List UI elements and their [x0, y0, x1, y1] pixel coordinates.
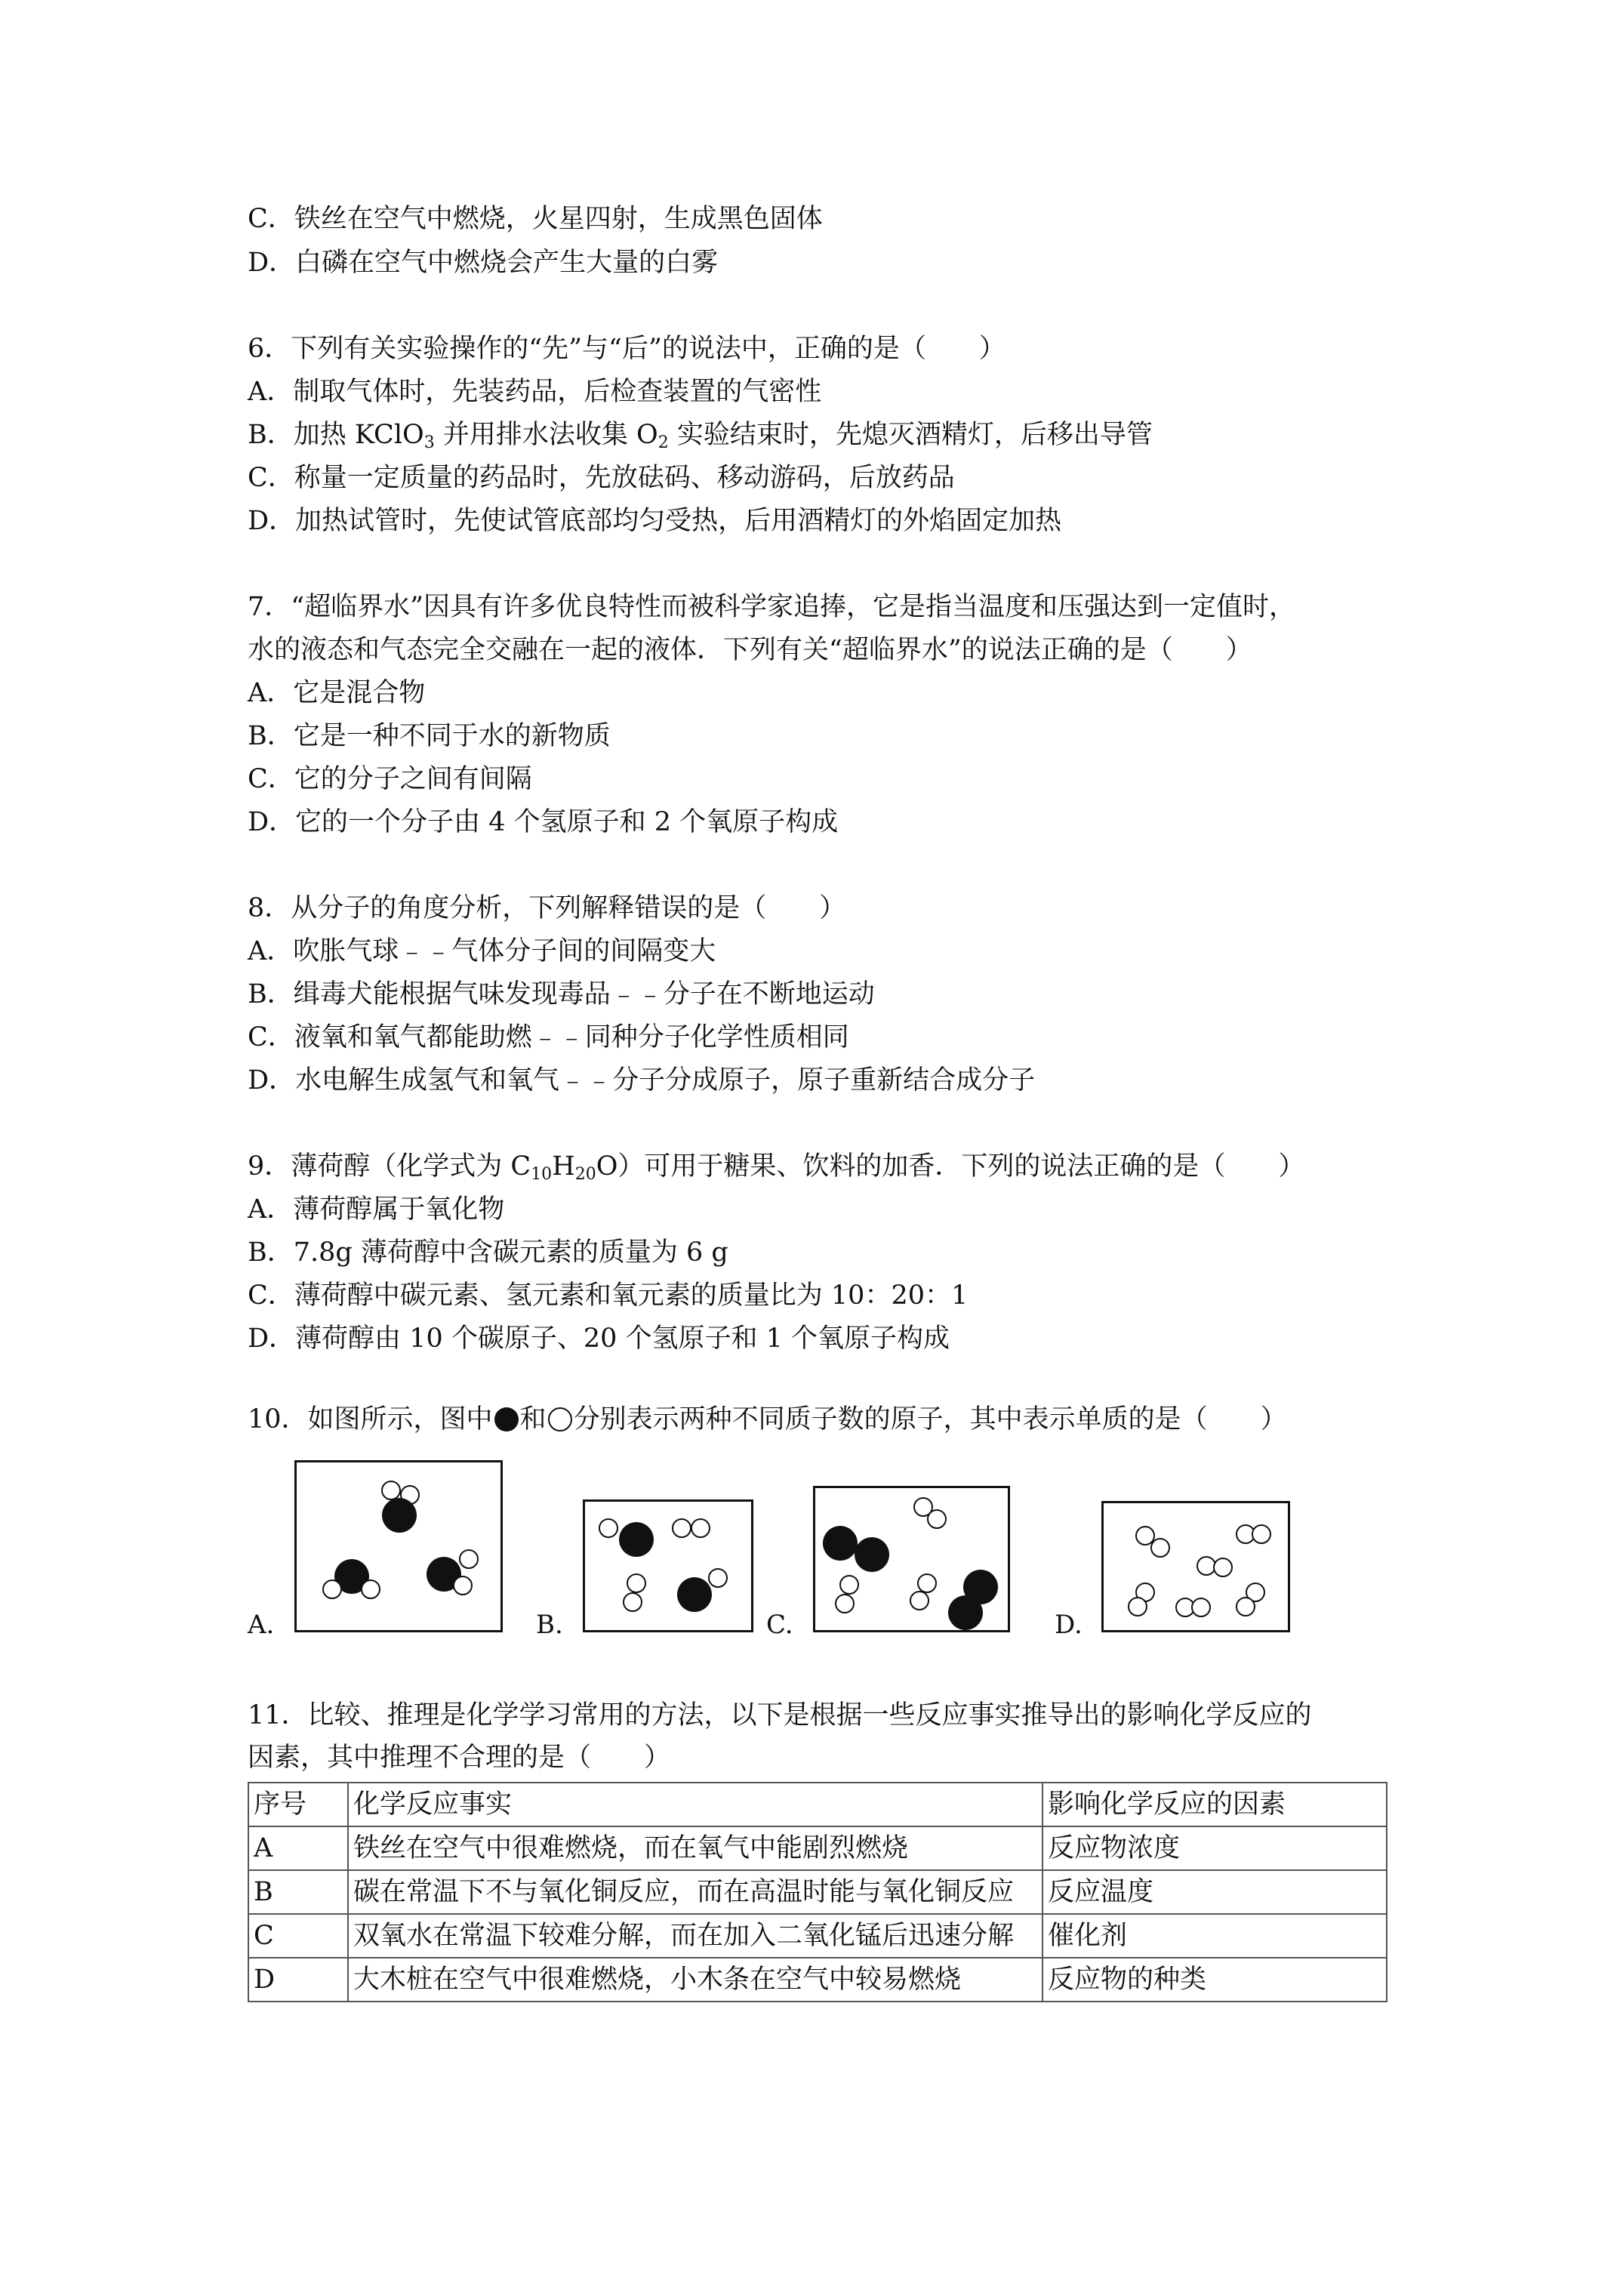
q11-stem-line1: 11．比较、推理是化学学习常用的方法，以下是根据一些反应事实推导出的影响化学反应的: [248, 1700, 1312, 1730]
filled-atom: [382, 1498, 417, 1533]
table-row: [248, 1826, 1387, 1870]
q8-stem: 8．从分子的角度分析，下列解释错误的是（ ）: [248, 893, 846, 923]
q7-option-b: B．它是一种不同于水的新物质: [248, 721, 611, 751]
hollow-atom: [691, 1518, 710, 1538]
q5-option-d: D．白磷在空气中燃烧会产生大量的白雾: [248, 248, 719, 278]
table-row: [248, 1958, 1387, 2002]
q10-label-a: A.: [248, 1610, 275, 1640]
q10-label-c: C.: [766, 1610, 793, 1640]
hollow-atom: [459, 1549, 479, 1569]
q10-label-d: D.: [1055, 1610, 1083, 1640]
row-fact: 铁丝在空气中很难燃烧，而在氧气中能剧烈燃烧: [348, 1826, 1042, 1870]
hollow-atom: [599, 1518, 618, 1538]
q10-diagram-d: [1101, 1501, 1290, 1632]
q6-option-c: C．称量一定质量的药品时，先放砝码、移动游码，后放药品: [248, 463, 955, 493]
q9-option-a: A．薄荷醇属于氧化物: [248, 1194, 505, 1225]
row-fact: 碳在常温下不与氧化铜反应，而在高温时能与氧化铜反应: [348, 1870, 1042, 1914]
row-id: C: [248, 1914, 348, 1958]
table-row: [248, 1914, 1387, 1958]
row-factor: 催化剂: [1042, 1914, 1387, 1958]
q6-option-a: A．制取气体时，先装药品，后检查装置的气密性: [248, 377, 822, 407]
q6-stem: 6．下列有关实验操作的“先”与“后”的说法中，正确的是（ ）: [248, 334, 1006, 364]
row-id: A: [248, 1826, 348, 1870]
q9-option-c: C．薄荷醇中碳元素、氢元素和氧元素的质量比为 10：20：1: [248, 1281, 969, 1311]
row-fact: 双氧水在常温下较难分解，而在加入二氧化锰后迅速分解: [348, 1914, 1042, 1958]
q8-option-b: B．缉毒犬能根据气味发现毒品﹣﹣分子在不断地运动: [248, 979, 875, 1009]
q7-option-c: C．它的分子之间有间隔: [248, 764, 532, 794]
q6-option-b: B．加热 KClO$_3$ 并用排水法收集 $O_2$ 实验结束时，先熄灭酒精灯，后移出导管: [248, 420, 1153, 452]
hollow-atom-icon: [548, 1407, 572, 1432]
q8-option-a: A．吹胀气球﹣﹣气体分子间的间隔变大: [248, 936, 716, 966]
hollow-atom: [708, 1568, 728, 1588]
q8-option-c: C．液氧和氧气都能助燃﹣﹣同种分子化学性质相同: [248, 1022, 849, 1052]
hollow-atom: [1252, 1524, 1271, 1544]
q7-stem-line1: 7．“超临界水”因具有许多优良特性而被科学家追捧，它是指当温度和压强达到一定值时，: [248, 592, 1296, 622]
q7-option-d: D．它的一个分子由 4 个氢原子和 2 个氧原子构成: [248, 807, 839, 837]
hollow-atom: [672, 1518, 691, 1538]
q11-stem-line2: 因素，其中推理不合理的是（ ）: [248, 1743, 671, 1773]
q5-option-c: C．铁丝在空气中燃烧，火星四射，生成黑色固体: [248, 204, 823, 234]
filled-atom-icon: [494, 1407, 519, 1432]
table-header-cell: 化学反应事实: [348, 1783, 1042, 1826]
q7-stem-line2: 水的液态和气态完全交融在一起的液体．下列有关“超临界水”的说法正确的是（ ）: [248, 635, 1252, 665]
q10-diagram-a: [294, 1460, 503, 1632]
q9-stem: 9．薄荷醇（化学式为 $C_{10}H_{20}O$）可用于糖果、饮料的加香．下列的说法正确的是（ ）: [248, 1151, 1305, 1184]
hollow-atom: [1191, 1598, 1211, 1617]
row-factor: 反应温度: [1042, 1870, 1387, 1914]
hollow-atom: [361, 1579, 380, 1599]
q11-table: [248, 1782, 1387, 2002]
filled-atom: [677, 1577, 712, 1612]
hollow-atom: [1150, 1538, 1170, 1558]
table-row: [248, 1870, 1387, 1914]
hollow-atom: [910, 1591, 929, 1610]
q9-option-b: B．7.8g 薄荷醇中含碳元素的质量为 6 g: [248, 1237, 728, 1268]
q10-diagram-c: [813, 1486, 1010, 1632]
row-factor: 反应物浓度: [1042, 1826, 1387, 1870]
hollow-atom: [627, 1573, 646, 1593]
row-factor: 反应物的种类: [1042, 1958, 1387, 2002]
hollow-atom: [623, 1592, 642, 1612]
hollow-atom: [453, 1576, 473, 1595]
hollow-atom: [1213, 1558, 1233, 1577]
q6-option-d: D．加热试管时，先使试管底部均匀受热，后用酒精灯的外焰固定加热: [248, 506, 1062, 536]
hollow-atom: [322, 1579, 342, 1599]
row-id: D: [248, 1958, 348, 2002]
hollow-atom: [1236, 1597, 1255, 1616]
hollow-atom: [839, 1575, 859, 1595]
filled-atom: [619, 1522, 654, 1557]
hollow-atom: [927, 1509, 947, 1529]
hollow-atom: [1128, 1597, 1147, 1616]
q10-diagram-b: [583, 1499, 753, 1632]
q10-stem: 10．如图所示，图中 和 分别表示两种不同质子数的原子，其中表示单质的是（ ）: [248, 1404, 1287, 1435]
q7-option-a: A．它是混合物: [248, 678, 426, 708]
table-header-row: [248, 1783, 1387, 1826]
row-fact: 大木桩在空气中很难燃烧，小木条在空气中较易燃烧: [348, 1958, 1042, 2002]
filled-atom: [823, 1526, 858, 1561]
q8-option-d: D．水电解生成氢气和氧气﹣﹣分子分成原子，原子重新结合成分子: [248, 1065, 1036, 1096]
filled-atom: [948, 1595, 983, 1630]
filled-atom: [855, 1537, 889, 1572]
q10-label-b: B.: [536, 1610, 563, 1640]
hollow-atom: [835, 1594, 855, 1613]
table-header-cell: 影响化学反应的因素: [1042, 1783, 1387, 1826]
q9-option-d: D．薄荷醇由 10 个碳原子、20 个氢原子和 1 个氧原子构成: [248, 1324, 950, 1354]
row-id: B: [248, 1870, 348, 1914]
table-header-cell: 序号: [248, 1783, 348, 1826]
